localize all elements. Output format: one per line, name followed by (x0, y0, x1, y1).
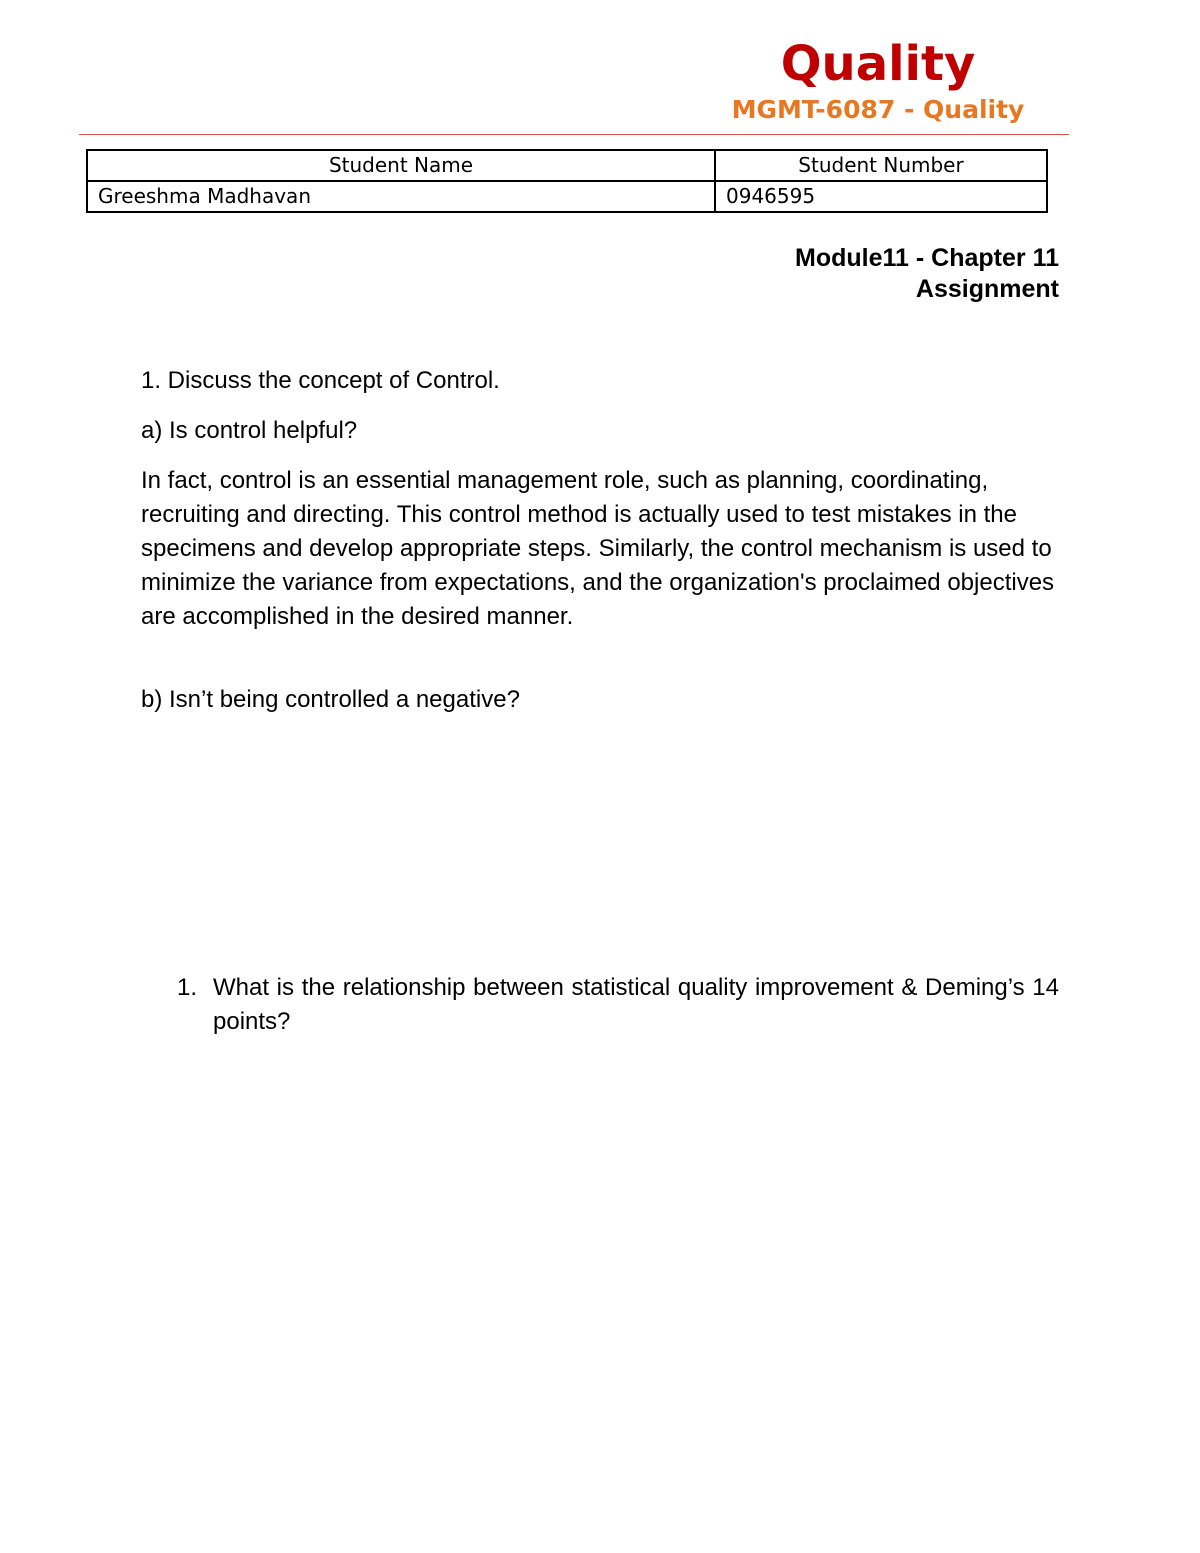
question-2 (177, 971, 1059, 1039)
table-row (87, 181, 1047, 212)
student-name-cell: Greeshma Madhavan (87, 181, 715, 212)
student-info-table (86, 149, 1048, 213)
question-2-number: 1. (177, 974, 198, 1001)
module-heading-line2: Assignment (915, 275, 1059, 303)
student-number-cell: 0946595 (715, 181, 1047, 212)
student-name-header: Student Name (87, 150, 715, 181)
course-subtitle: MGMT-6087 - Quality (731, 95, 1025, 124)
question-1: 1. Discuss the concept of Control. (141, 367, 500, 394)
student-number-header: Student Number (715, 150, 1047, 181)
question-1b: b) Isn’t being controlled a negative? (141, 686, 520, 713)
header-divider (79, 134, 1069, 135)
answer-1a: In fact, control is an essential management role, such as planning, coordinating, recruiting and directing. This control method is actually used to test mistakes in the specimens and develop appropriate steps. Similarly, the control mechanism is used to minimize the variance from expectations, and the organization's proclaimed objectives are accomplished in the desired manner. (141, 467, 1055, 630)
module-heading (600, 243, 1059, 305)
document-title: Quality (780, 36, 976, 92)
module-heading-line1: Module11 - Chapter 11 (795, 244, 1059, 272)
question-2-text: What is the relationship between statistical quality improvement & Deming’s 14 points? (213, 974, 1059, 1035)
table-header-row (87, 150, 1047, 181)
question-1a: a) Is control helpful? (141, 417, 358, 444)
